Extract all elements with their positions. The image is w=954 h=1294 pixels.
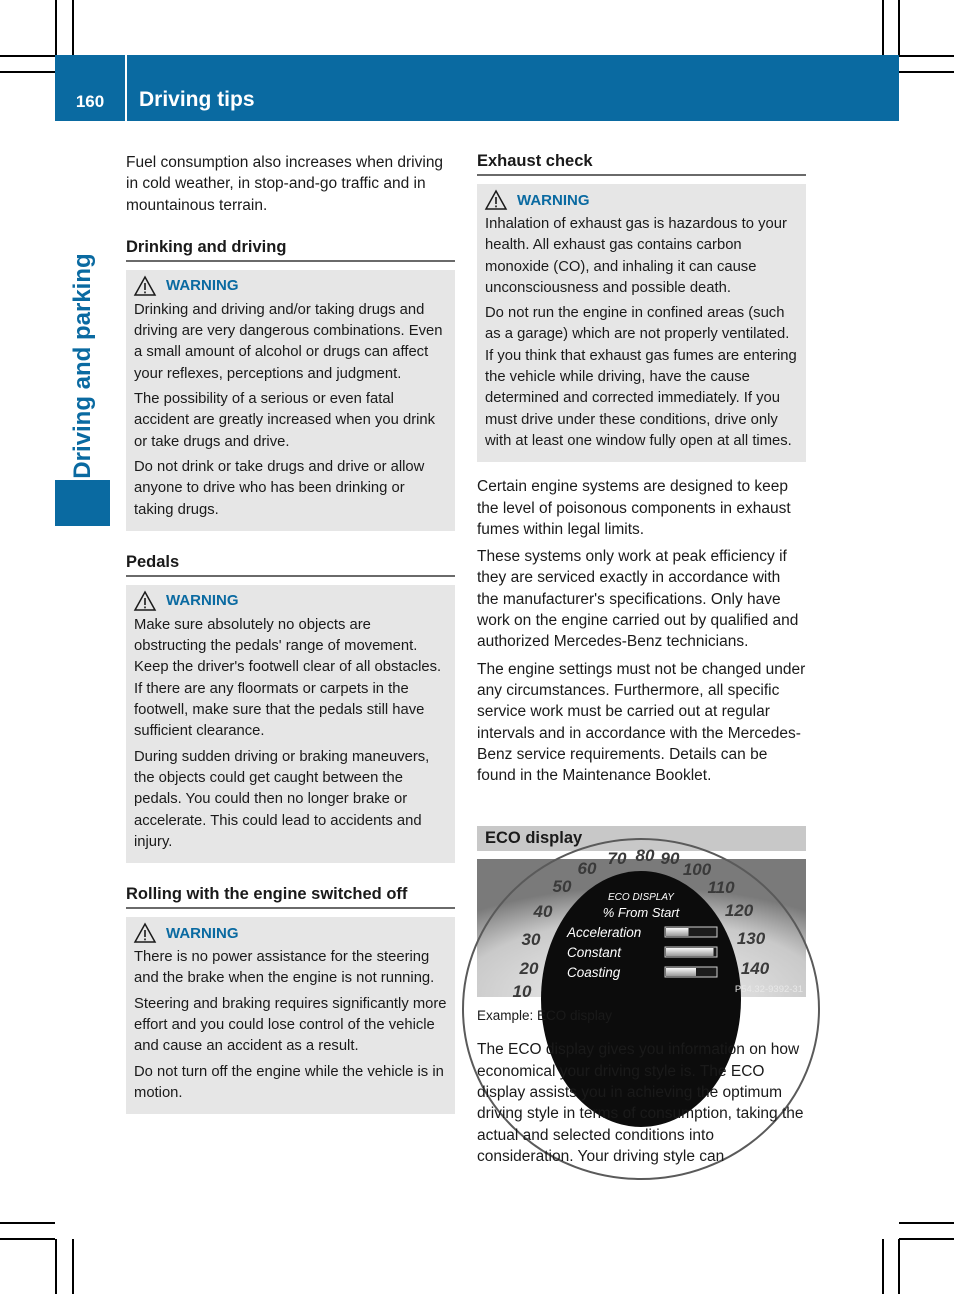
crop-mark — [882, 0, 884, 55]
gauge-number: 50 — [552, 877, 572, 897]
warning-text: Do not drink or take drugs and drive or allow anyone to drive who has been drinking or taking drugs. — [134, 458, 425, 518]
body-paragraph: Certain engine systems are designed to keep the level of poisonous components in exhaust fumes within legal limits. — [477, 478, 791, 538]
crop-mark — [899, 55, 954, 57]
gauge-number: 70 — [607, 849, 627, 869]
gauge-number: 60 — [577, 859, 597, 879]
side-tab-marker — [55, 480, 110, 526]
warning-header — [134, 591, 447, 611]
gauge-number: 80 — [635, 846, 655, 866]
gauge-number: 110 — [707, 878, 735, 898]
gauge-number: 120 — [724, 901, 754, 921]
warning-title: WARNING — [166, 277, 239, 295]
crop-mark — [55, 1239, 57, 1294]
warning-triangle-icon — [485, 190, 507, 210]
crop-mark — [72, 1239, 74, 1294]
warning-header — [134, 276, 447, 296]
warning-text: Do not run the engine in confined areas (such as a garage) which are not properly ventilated. If you think that exhaust gas fumes are entering the vehicle while driving, have the cause determined and corrected immediately. If you must drive under these conditions, drive only with at least one window fully open at all times. — [485, 305, 797, 449]
warning-triangle-icon — [134, 923, 156, 943]
crop-mark — [0, 55, 55, 57]
heading-exhaust: Exhaust check — [477, 152, 806, 176]
warning-box-pedals — [126, 585, 455, 863]
gauge-number: 40 — [533, 902, 553, 922]
eco-subtitle-text: % From Start — [602, 905, 680, 921]
crop-mark — [72, 0, 74, 55]
warning-text: Do not turn off the engine while the vehicle is in motion. — [134, 1063, 444, 1101]
crop-mark — [899, 1238, 954, 1240]
warning-triangle-icon — [134, 591, 156, 611]
eco-row-label: Coasting — [567, 965, 621, 981]
warning-text: Make sure absolutely no objects are obstructing the pedals' range of movement. Keep the driver's footwell clear of all obstacles. If there are any floormats or carpets in the footwell, make sure that the pedals still have sufficient clearance. — [134, 616, 442, 740]
right-column — [477, 152, 806, 1173]
crop-mark — [0, 71, 55, 73]
page-number: 160 — [75, 92, 105, 111]
warning-text: Steering and braking requires significantly more effort and you could lose control of the vehicle and cause an accident as a result. — [134, 995, 447, 1055]
gauge-number: 20 — [519, 959, 539, 979]
gauge-number: 100 — [682, 860, 712, 880]
warning-title: WARNING — [517, 191, 590, 209]
crop-mark — [0, 1222, 55, 1224]
warning-box-exhaust — [477, 184, 806, 462]
gauge-number: 90 — [660, 849, 680, 869]
intro-paragraph: Fuel consumption also increases when driving in cold weather, in stop-and-go traffic and in mountainous terrain. — [126, 154, 444, 214]
side-chapter-label: Driving and parking — [69, 253, 96, 479]
warning-header — [134, 923, 447, 943]
warning-box-drinking — [126, 270, 455, 531]
eco-bar-fill — [666, 928, 689, 936]
crop-mark — [899, 71, 954, 73]
body-paragraph: These systems only work at peak efficiency if they are serviced exactly in accordance with the manufacturer's specifications. Only have work on the engine carried out by qualified and authorized Mercedes-Benz technicians. — [477, 548, 799, 651]
warning-box-rolling — [126, 917, 455, 1114]
crop-mark — [898, 0, 900, 55]
left-column — [126, 152, 455, 1136]
crop-mark — [882, 1239, 884, 1294]
warning-text: The possibility of a serious or even fatal accident are greatly increased when you drink or take drugs and drive. — [134, 391, 436, 450]
warning-header — [485, 190, 798, 210]
heading-drinking: Drinking and driving — [126, 238, 455, 262]
warning-triangle-icon — [134, 276, 156, 296]
header-divider — [125, 55, 127, 121]
crop-mark — [0, 1238, 55, 1240]
warning-text: Drinking and driving and/or taking drugs and driving are very dangerous combinations. Even a small amount of alcohol or drugs can affect your reflexes, perceptions and judgment. — [134, 301, 443, 382]
gauge-number: 10 — [512, 982, 532, 1002]
crop-mark — [899, 1222, 954, 1224]
heading-pedals: Pedals — [126, 553, 455, 577]
image-caption: Example: ECO display — [477, 1008, 613, 1024]
warning-title: WARNING — [166, 924, 239, 942]
gauge-number: 130 — [736, 929, 766, 949]
gauge-number: 30 — [521, 930, 541, 950]
crop-mark — [898, 1239, 900, 1294]
heading-eco-display: ECO display — [477, 826, 806, 851]
body-paragraph: The ECO display gives you information on how economical your driving style is. The ECO display assists you in achieving the optimum driving style in terms of consumption, taking the actual and selected conditions into consideration. Your driving style can — [477, 1041, 804, 1165]
body-paragraph: The engine settings must not be changed under any circumstances. Furthermore, all specific service work must be carried out at regular intervals and in accordance with the Mercedes-Benz service requirements. Details can be found in the Maintenance Booklet. — [477, 660, 806, 785]
eco-bar-fill — [666, 968, 696, 976]
crop-mark — [55, 0, 57, 55]
section-title: Driving tips — [139, 88, 255, 111]
heading-rolling: Rolling with the engine switched off — [126, 885, 455, 909]
eco-row-label: Acceleration — [567, 925, 642, 941]
image-code-text: P54.32-9392-31 — [734, 984, 803, 996]
eco-bar-fill — [666, 948, 714, 956]
eco-row-label: Constant — [567, 945, 622, 961]
warning-text: There is no power assistance for the steering and the brake when the engine is not running. — [134, 949, 435, 987]
eco-display-image — [477, 846, 806, 1002]
warning-text: During sudden driving or braking maneuvers, the objects could get caught between the pedals. You could then no longer brake or accelerate. This could lead to accidents and injury. — [134, 748, 430, 850]
gauge-number: 140 — [740, 959, 770, 979]
eco-title-text: ECO DISPLAY — [608, 892, 674, 904]
warning-text: Inhalation of exhaust gas is hazardous to your health. All exhaust gas contains carbon monoxide (CO), and inhaling it can cause unconsciousness and possible death. — [485, 216, 787, 296]
warning-title: WARNING — [166, 592, 239, 610]
